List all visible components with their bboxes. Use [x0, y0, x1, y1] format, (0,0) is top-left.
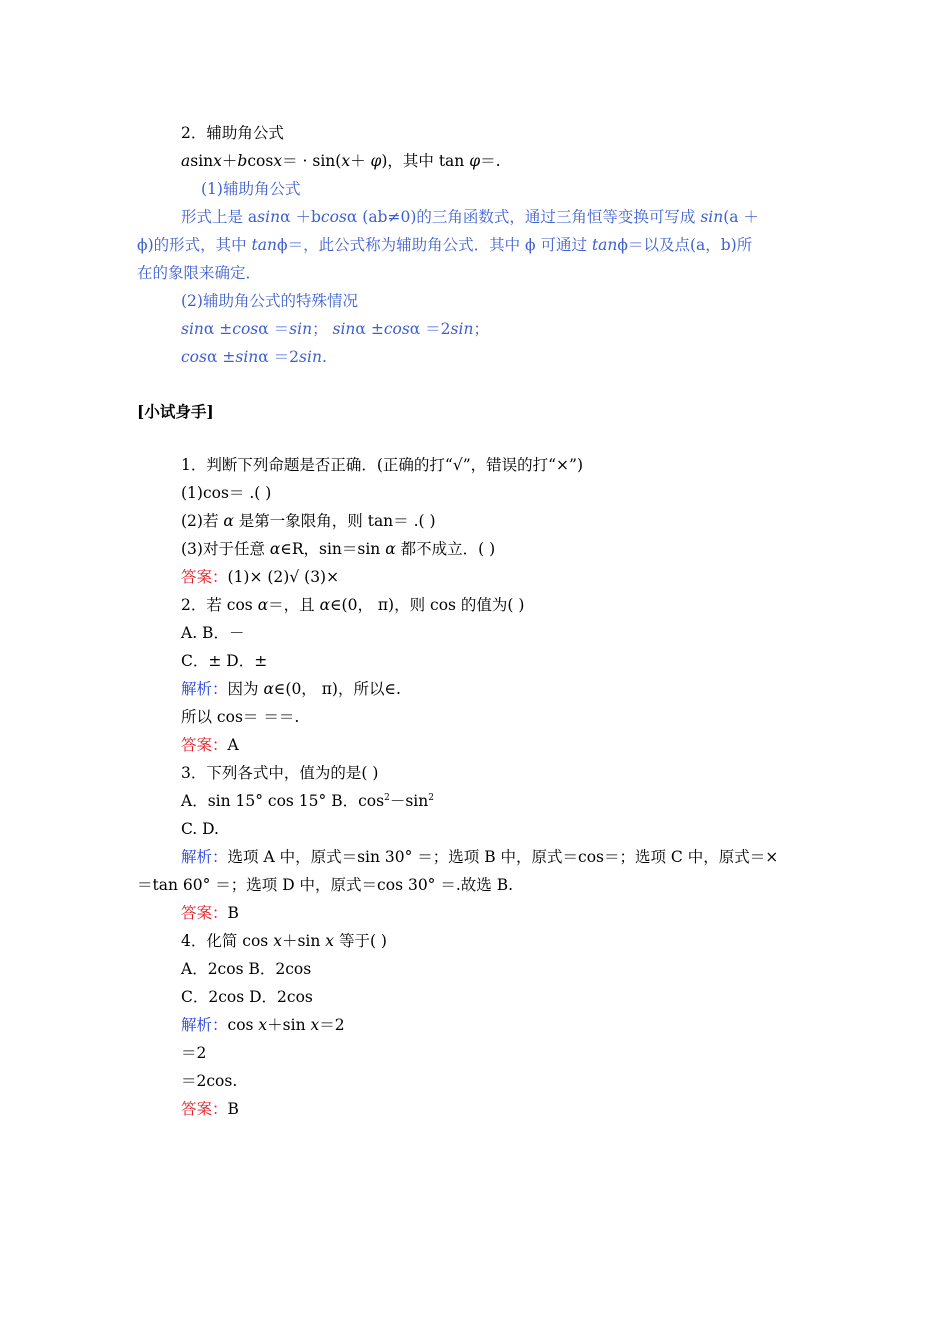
text-fragment: (a ＋	[723, 208, 759, 226]
text-fragment: α ±	[203, 320, 233, 338]
question-4-analysis	[181, 1043, 206, 1063]
text-fragment: ＋sin	[267, 1016, 311, 1034]
text-fragment: 因为	[227, 680, 264, 698]
subsection-title-2	[181, 291, 358, 311]
text-fragment: )，其中 tan	[381, 152, 470, 170]
text-fragment: 答案：	[181, 736, 228, 754]
text-fragment: sin	[332, 320, 356, 338]
text-fragment: －sin	[389, 792, 429, 810]
question-4-options	[181, 987, 313, 1007]
auxiliary-formula	[181, 151, 501, 171]
special-case-line	[181, 347, 327, 367]
question-1-answer	[181, 567, 339, 587]
question-2-options	[181, 623, 244, 643]
question-2-analysis	[181, 707, 299, 727]
text-fragment: tan	[251, 236, 277, 254]
text-fragment: ＝2	[181, 1044, 207, 1062]
text-fragment: 等于( )	[334, 932, 387, 950]
text-fragment: sin	[235, 348, 259, 366]
text-fragment: A．2cos B．2cos	[181, 960, 312, 978]
text-fragment: α ±	[355, 320, 384, 338]
text-fragment: cos	[232, 320, 259, 338]
text-fragment: a	[181, 152, 191, 170]
text-fragment: ＝2	[319, 1016, 345, 1034]
text-fragment: φ	[469, 152, 481, 170]
text-fragment: α	[223, 512, 234, 530]
question-2-answer	[181, 735, 239, 755]
text-fragment: α	[269, 540, 281, 558]
text-fragment: α	[319, 596, 331, 614]
text-fragment: x	[325, 932, 335, 950]
text-fragment: x	[258, 1016, 268, 1034]
question-2-analysis	[181, 679, 401, 699]
text-fragment: 在的象限来确定．	[137, 264, 262, 282]
text-fragment: 所以 cos＝ ＝＝.	[181, 708, 300, 726]
text-fragment: cos	[320, 208, 347, 226]
question-3-stem	[181, 763, 378, 783]
text-fragment: 解析：	[181, 1016, 228, 1034]
text-fragment: ϕ＝，此公式称为辅助角公式．其中 ϕ 可通过	[277, 236, 592, 254]
text-fragment: cos	[181, 348, 207, 366]
text-fragment: sin	[450, 320, 474, 338]
subsection-title-1	[201, 179, 300, 199]
text-fragment: 解析：	[181, 848, 228, 866]
text-fragment: α ＝	[258, 320, 290, 338]
question-1-item	[181, 483, 271, 503]
text-fragment: cos	[227, 1016, 259, 1034]
text-fragment: cos	[247, 152, 274, 170]
text-fragment: A. B．－	[181, 624, 245, 642]
text-fragment: 4．化简 cos	[181, 932, 274, 950]
paragraph-line	[137, 263, 261, 283]
question-3-options	[181, 819, 219, 839]
text-fragment: (2)辅助角公式的特殊情况	[181, 292, 358, 310]
question-1-stem	[181, 455, 583, 475]
text-fragment: B	[227, 1100, 239, 1118]
text-fragment: x	[213, 152, 222, 170]
text-fragment: ＝，且	[268, 596, 320, 614]
text-fragment: 3．下列各式中，值为的是( )	[181, 764, 379, 782]
text-fragment: α ＝2	[258, 348, 300, 366]
question-4-analysis	[181, 1015, 345, 1035]
text-fragment: sin	[190, 152, 214, 170]
text-fragment: α	[257, 596, 269, 614]
question-4-options	[181, 959, 311, 979]
text-fragment: sin	[299, 348, 322, 366]
text-fragment: 1．判断下列命题是否正确．(正确的打“√”，错误的打“×”)	[181, 456, 584, 474]
text-fragment: (1)× (2)√ (3)×	[227, 568, 340, 586]
question-4-answer	[181, 1099, 239, 1119]
text-fragment: (1)cos＝ .( )	[181, 484, 272, 502]
text-fragment: ∈R，sin＝sin	[280, 540, 386, 558]
text-fragment: 解析：	[181, 680, 228, 698]
text-fragment: A．sin 15° cos 15° B．cos	[181, 792, 385, 810]
text-fragment: ＋sin	[281, 932, 326, 950]
text-fragment: (3)对于任意	[181, 540, 270, 558]
text-fragment: 都不成立．( )	[395, 540, 496, 558]
text-fragment: B	[227, 904, 239, 922]
text-fragment: .	[321, 348, 327, 366]
text-fragment: ＋	[221, 152, 238, 170]
text-fragment: 答案：	[181, 1100, 228, 1118]
text-fragment: α ＋b	[280, 208, 321, 226]
text-fragment: α ＝2	[409, 320, 451, 338]
question-4-analysis	[181, 1071, 237, 1091]
text-fragment: α ±	[206, 348, 236, 366]
text-fragment: ＋	[350, 152, 371, 170]
text-fragment: ＝ · sin(	[282, 152, 342, 170]
question-4-stem	[181, 931, 387, 951]
text-fragment: 形式上是 a	[181, 208, 258, 226]
text-fragment: C．2cos D．2cos	[181, 988, 313, 1006]
section-title	[181, 123, 284, 143]
text-fragment: x	[341, 152, 351, 170]
text-fragment: ＝2cos.	[181, 1072, 238, 1090]
text-fragment: (1)辅助角公式	[201, 180, 301, 198]
text-fragment: ϕ)的形式，其中	[137, 236, 252, 254]
text-fragment: sin	[181, 320, 204, 338]
text-fragment: α (ab≠0)的三角函数式，通过三角恒等变换可写成	[346, 208, 701, 226]
text-fragment: tan	[591, 236, 618, 254]
practice-heading: [小试身手]	[137, 402, 214, 421]
text-fragment: α	[385, 540, 396, 558]
text-fragment: 选项 A 中，原式＝sin 30° ＝；选项 B 中，原式＝cos＝；选项 C 中，原式＝×	[227, 848, 779, 866]
question-3-options	[181, 791, 434, 811]
text-fragment: 2	[384, 793, 390, 803]
text-fragment: x	[273, 152, 283, 170]
text-fragment: x	[310, 1016, 320, 1034]
text-fragment: 是第一象限角，则 tan＝ .( )	[233, 512, 436, 530]
text-fragment: 答案：	[181, 904, 228, 922]
text-fragment: ϕ＝以及点(a，b)所	[617, 236, 753, 254]
text-fragment: 答案：	[181, 568, 228, 586]
text-fragment: 2．辅助角公式	[181, 124, 284, 142]
question-1-item	[181, 511, 436, 531]
text-fragment: ；	[312, 320, 333, 338]
text-fragment: ＝.	[480, 152, 501, 170]
question-1-item	[181, 539, 495, 559]
text-fragment: ＝tan 60° ＝；选项 D 中，原式＝cos 30° ＝.故选 B.	[137, 876, 514, 894]
special-case-line	[181, 319, 489, 339]
question-3-answer	[181, 903, 239, 923]
text-fragment: x	[273, 932, 282, 950]
paragraph-line	[137, 235, 752, 255]
question-2-options	[181, 651, 267, 671]
text-fragment: φ	[370, 152, 382, 170]
text-fragment: sin	[700, 208, 724, 226]
text-fragment: C．± D．±	[181, 652, 268, 670]
text-fragment: C. D.	[181, 820, 219, 838]
text-fragment: ∈(0， π)，所以∈.	[273, 680, 401, 698]
question-3-analysis	[137, 875, 513, 895]
text-fragment: 2	[428, 793, 434, 803]
text-fragment: 2．若 cos	[181, 596, 258, 614]
question-3-analysis	[181, 847, 778, 867]
text-fragment: b	[237, 152, 248, 170]
question-2-stem	[181, 595, 524, 615]
paragraph-line	[181, 207, 759, 227]
text-fragment: sin	[257, 208, 281, 226]
text-fragment: cos	[383, 320, 410, 338]
text-fragment: ∈(0， π)，则 cos 的值为( )	[330, 596, 525, 614]
text-fragment: sin	[289, 320, 313, 338]
text-fragment: (2)若	[181, 512, 224, 530]
text-fragment: ；	[473, 320, 489, 338]
text-fragment: α	[263, 680, 274, 698]
text-fragment: A	[227, 736, 239, 754]
